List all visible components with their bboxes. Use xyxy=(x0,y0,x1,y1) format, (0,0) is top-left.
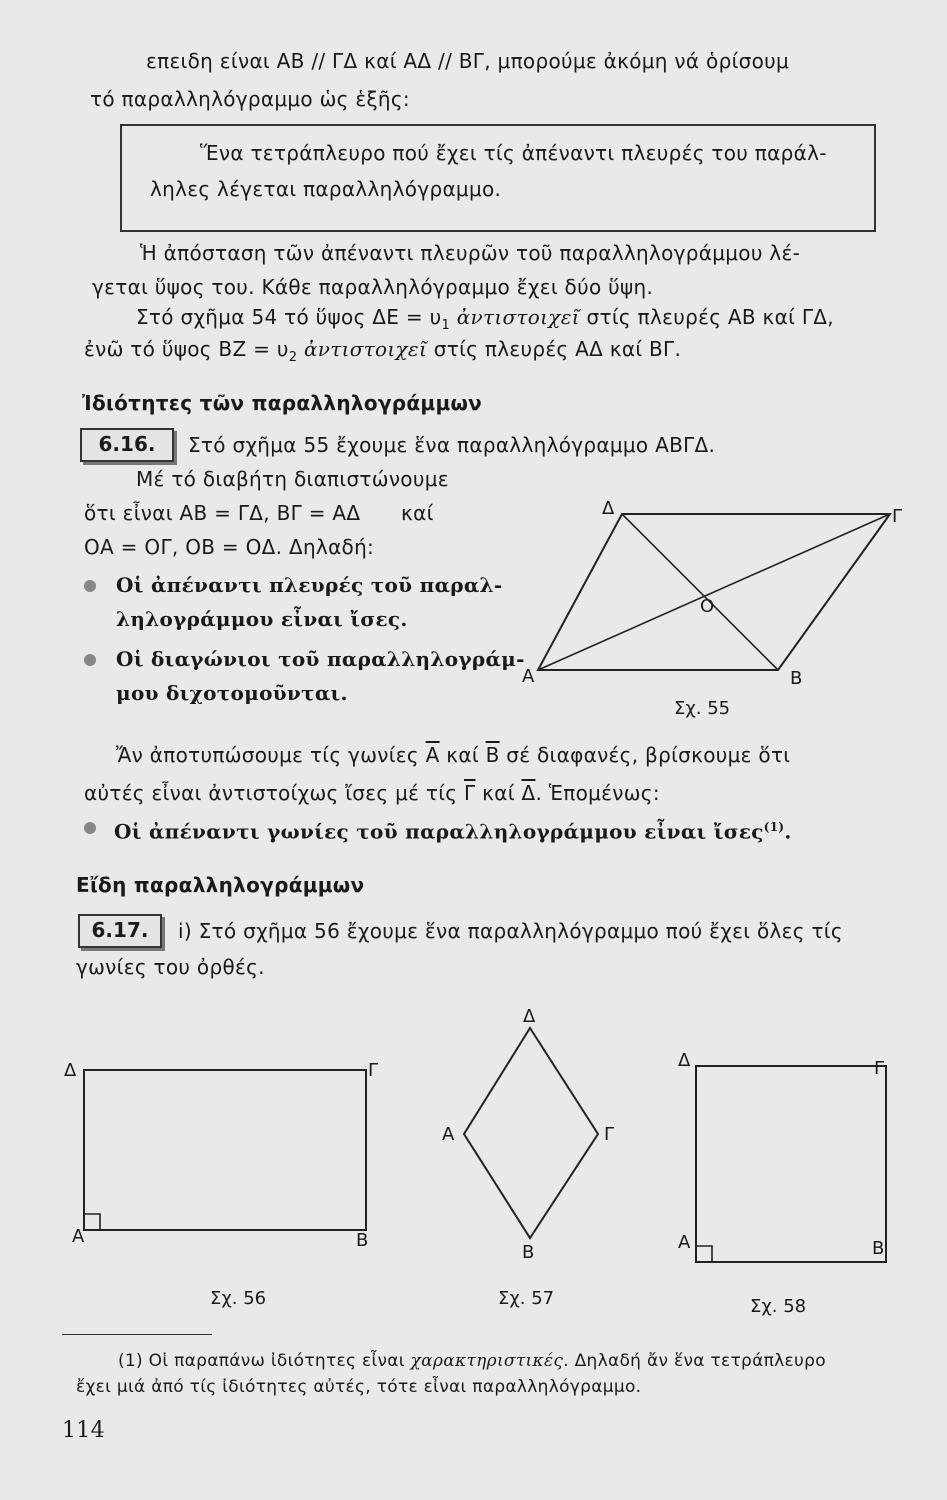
right-angle-mark xyxy=(696,1246,712,1262)
types-heading: Εἴδη παραλληλογράμμων xyxy=(76,873,365,897)
angles-line-2 xyxy=(84,780,660,806)
bullet-marker xyxy=(84,822,96,834)
fig57-label-A: Α xyxy=(442,1124,455,1145)
property-opposite-angles-end: . xyxy=(784,819,792,844)
fig58-caption: Σχ. 58 xyxy=(750,1296,807,1317)
fig57-label-G: Γ xyxy=(604,1124,615,1145)
properties-line-3-a: ὅτι εἶναι ΑΒ = ΓΔ, ΒΓ = ΑΔ xyxy=(84,501,361,525)
properties-heading: Ἰδιότητες τῶν παραλληλογράμμων xyxy=(82,391,483,415)
section-6-16-label: 6.16. xyxy=(80,428,174,462)
intro-line-2: τό παραλληλόγραμμο ὡς ἑξῆς: xyxy=(90,87,410,111)
fig58-label-A: Α xyxy=(678,1232,691,1253)
angles-line-2-a: αὐτές εἶναι ἀντιστοίχως ἴσες μέ τίς xyxy=(84,781,458,805)
fig56-caption: Σχ. 56 xyxy=(210,1288,267,1309)
height-line-3 xyxy=(136,304,834,339)
bullet-marker xyxy=(84,580,96,592)
page-number: 114 xyxy=(62,1418,105,1443)
square-shape xyxy=(696,1066,886,1262)
footnote-line-1-italic: χαρακτηριστικές xyxy=(410,1351,564,1371)
angle-G-hat: $\overline{\Gamma}$ xyxy=(464,781,476,805)
property-diagonals-2: μου διχοτομοῦνται. xyxy=(116,681,348,705)
footnote-rule xyxy=(62,1334,212,1335)
angle-A-hat: $\overline{A}$ xyxy=(425,743,440,767)
footnote-line-1 xyxy=(118,1348,826,1374)
height-line-3-start: Στό σχῆμα 54 τό ὕψος ΔΕ = υ xyxy=(136,305,442,329)
height-line-3-italic: ἀντιστοιχεῖ xyxy=(456,305,580,329)
angles-line-1-a: Ἄν ἀποτυπώσουμε τίς γωνίες xyxy=(116,743,419,767)
footnote-line-1-a: (1) Οἱ παραπάνω ἰδιότητες εἶναι xyxy=(118,1351,405,1371)
diagonal-DB xyxy=(622,514,778,670)
types-line-1: i) Στό σχῆμα 56 ἔχουμε ἕνα παραλληλόγραμμο πού ἔχει ὅλες τίς xyxy=(178,919,843,943)
properties-line-1: Στό σχῆμα 55 ἔχουμε ἕνα παραλληλόγραμμο ΑΒΓΔ. xyxy=(188,433,716,457)
fig58-label-G: Γ xyxy=(874,1058,885,1079)
fig56-label-A: Α xyxy=(72,1226,85,1247)
fig55-caption: Σχ. 55 xyxy=(674,698,731,719)
fig55-label-G: Γ xyxy=(892,506,903,527)
angle-D-hat: $\overline{\Delta}$ xyxy=(521,781,536,805)
fig56-label-D: Δ xyxy=(64,1060,77,1081)
height-sub-1: 1 xyxy=(441,318,451,333)
fig56-label-B: Β xyxy=(356,1230,369,1251)
property-opposite-angles xyxy=(114,814,792,845)
angles-line-2-b: καί xyxy=(482,781,515,805)
footnote-mark: (1) xyxy=(763,820,785,834)
height-line-1: Ἡ ἀπόσταση τῶν ἀπέναντι πλευρῶν τοῦ παραλληλογράμμου λέ- xyxy=(140,241,801,265)
definition-line-2: ληλες λέγεται παραλληλόγραμμο. xyxy=(150,177,502,201)
height-line-4 xyxy=(84,336,681,371)
types-line-2: γωνίες του ὀρθές. xyxy=(76,955,265,979)
figure-55-parallelogram xyxy=(510,490,910,720)
diagonal-GA xyxy=(538,514,890,670)
height-line-4-italic: ἀντιστοιχεῖ xyxy=(303,337,428,361)
height-sub-2: 2 xyxy=(288,350,298,365)
angles-line-1 xyxy=(116,742,790,768)
height-line-2: γεται ὕψος του. Κάθε παραλληλόγραμμο ἔχει δύο ὕψη. xyxy=(92,275,654,299)
right-angle-mark xyxy=(84,1214,100,1230)
property-opposite-angles-text: Οἱ ἀπέναντι γωνίες τοῦ παραλληλογράμμου εἶναι ἴσες xyxy=(114,819,764,844)
property-diagonals-1: Οἱ διαγώνιοι τοῦ παραλληλογράμ- xyxy=(116,647,525,671)
fig55-label-O: Ο xyxy=(700,596,715,617)
property-opposite-sides-1: Οἱ ἀπέναντι πλευρές τοῦ παραλ- xyxy=(116,573,503,597)
fig57-label-D: Δ xyxy=(523,1006,536,1027)
properties-line-3 xyxy=(84,500,434,526)
properties-line-2: Μέ τό διαβήτη διαπιστώνουμε xyxy=(136,467,449,491)
fig58-label-D: Δ xyxy=(678,1050,691,1071)
properties-line-4: ΟΑ = ΟΓ, ΟΒ = ΟΔ. Δηλαδή: xyxy=(84,535,375,559)
definition-line-1: Ἕνα τετράπλευρο πού ἔχει τίς ἀπέναντι πλευρές του παράλ- xyxy=(200,141,827,165)
angles-line-1-c: σέ διαφανές, βρίσκουμε ὅτι xyxy=(506,743,791,767)
fig55-label-A: Α xyxy=(522,666,535,687)
fig55-label-B: Β xyxy=(790,668,803,689)
fig57-label-B: Β xyxy=(522,1242,535,1263)
properties-line-3-b: καί xyxy=(401,501,434,525)
fig57-caption: Σχ. 57 xyxy=(498,1288,555,1309)
footnote-line-2: ἔχει μιά ἀπό τίς ἰδιότητες αὐτές, τότε εἶναι παραλληλόγραμμο. xyxy=(76,1377,642,1397)
fig58-label-B: Β xyxy=(872,1238,885,1259)
figure-56-rectangle xyxy=(60,1050,390,1320)
angles-line-1-b: καί xyxy=(446,743,479,767)
height-line-4-end: στίς πλευρές ΑΔ καί ΒΓ. xyxy=(433,337,682,361)
rectangle-shape xyxy=(84,1070,366,1230)
figure-57-rhombus xyxy=(430,1000,630,1320)
rhombus-shape xyxy=(464,1028,598,1238)
property-opposite-sides-2: ληλογράμμου εἶναι ἴσες. xyxy=(116,607,408,631)
angle-B-hat: $\overline{B}$ xyxy=(485,743,500,767)
footnote-line-1-b: . Δηλαδή ἄν ἕνα τετράπλευρο xyxy=(563,1351,826,1371)
fig55-label-D: Δ xyxy=(602,498,615,519)
angles-line-2-c: . Ἑπομένως: xyxy=(535,781,660,805)
section-6-17-label: 6.17. xyxy=(78,914,162,948)
height-line-3-end: στίς πλευρές ΑΒ καί ΓΔ, xyxy=(586,305,834,329)
intro-line-1: επειδη είναι ΑΒ // ΓΔ καί ΑΔ // ΒΓ, μπορούμε ἀκόμη νά ὁρίσουμ xyxy=(146,49,790,73)
fig56-label-G: Γ xyxy=(368,1060,379,1081)
figure-58-square xyxy=(670,1040,920,1320)
bullet-marker xyxy=(84,654,96,666)
height-line-4-start: ἐνῶ τό ὕψος ΒΖ = υ xyxy=(84,337,289,361)
